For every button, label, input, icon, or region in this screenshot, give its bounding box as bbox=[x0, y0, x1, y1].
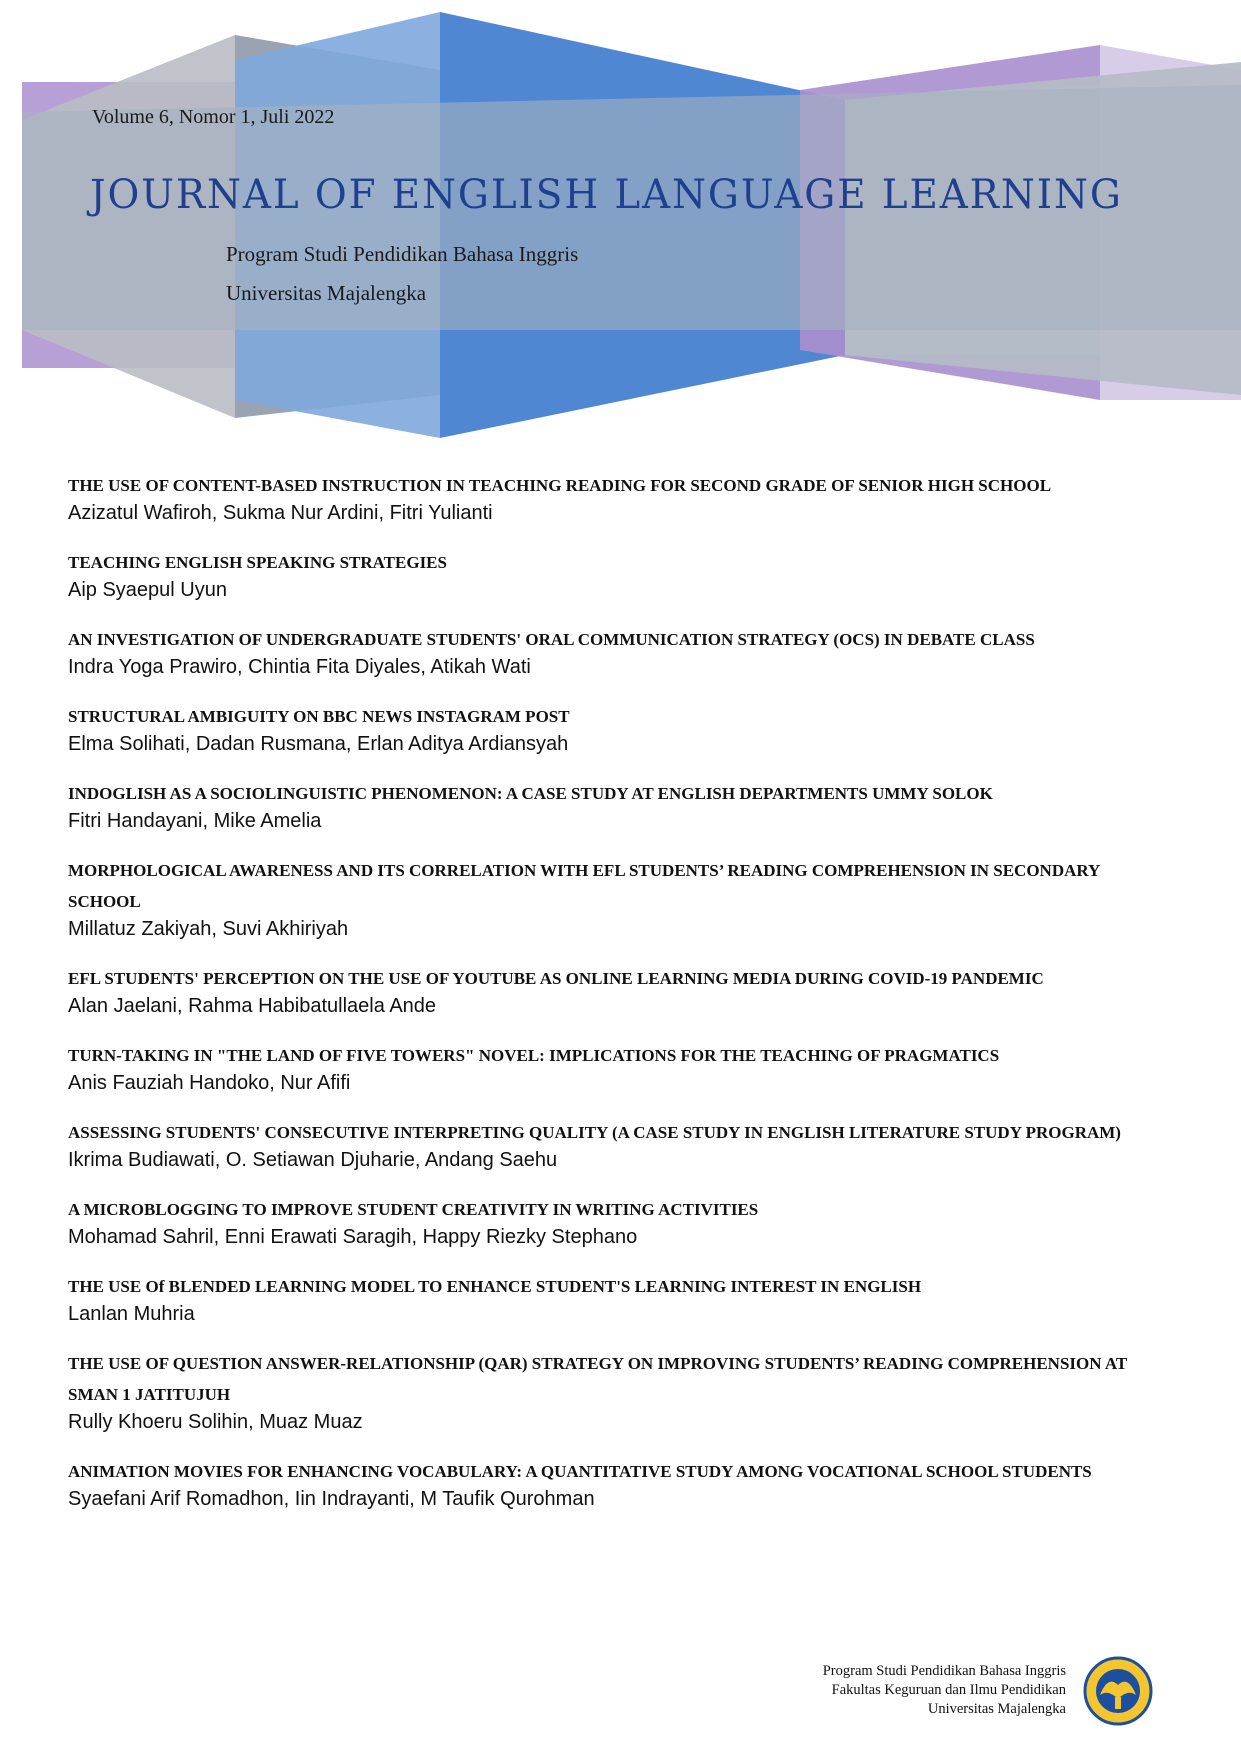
article-authors: Indra Yoga Prawiro, Chintia Fita Diyales, Atikah Wati bbox=[68, 656, 531, 678]
table-of-contents bbox=[68, 470, 1128, 1533]
article-authors: Syaefani Arif Romadhon, Iin Indrayanti, M Taufik Qurohman bbox=[68, 1488, 595, 1510]
article-title: AN INVESTIGATION OF UNDERGRADUATE STUDENTS' ORAL COMMUNICATION STRATEGY (OCS) IN DEBATE CLASS bbox=[68, 630, 1035, 649]
university-seal-icon bbox=[1082, 1655, 1154, 1727]
article-authors: Rully Khoeru Solihin, Muaz Muaz bbox=[68, 1411, 363, 1433]
article-title: ASSESSING STUDENTS' CONSECUTIVE INTERPRETING QUALITY (A CASE STUDY IN ENGLISH LITERATURE STUDY PROGRAM) bbox=[68, 1123, 1121, 1142]
article-entry bbox=[68, 701, 1128, 756]
article-entry bbox=[68, 547, 1128, 602]
article-entry bbox=[68, 778, 1128, 833]
article-entry bbox=[68, 1271, 1128, 1326]
article-entry bbox=[68, 963, 1128, 1018]
article-authors: Elma Solihati, Dadan Rusmana, Erlan Aditya Ardiansyah bbox=[68, 733, 569, 755]
article-authors: Anis Fauziah Handoko, Nur Afifi bbox=[68, 1072, 351, 1094]
footer-publisher bbox=[823, 1662, 1066, 1719]
article-title: THE USE Of BLENDED LEARNING MODEL TO ENHANCE STUDENT'S LEARNING INTEREST IN ENGLISH bbox=[68, 1277, 922, 1296]
article-title: INDOGLISH AS A SOCIOLINGUISTIC PHENOMENON: A CASE STUDY AT ENGLISH DEPARTMENTS UMMY SOLOK bbox=[68, 784, 993, 803]
volume-issue-label: Volume 6, Nomor 1, Juli 2022 bbox=[92, 106, 335, 128]
article-authors: Aip Syaepul Uyun bbox=[68, 579, 227, 601]
article-title: TURN-TAKING IN "THE LAND OF FIVE TOWERS" NOVEL: IMPLICATIONS FOR THE TEACHING OF PRAGMATICS bbox=[68, 1046, 1000, 1065]
article-entry bbox=[68, 1040, 1128, 1095]
article-title: STRUCTURAL AMBIGUITY ON BBC NEWS INSTAGRAM POST bbox=[68, 707, 570, 726]
article-authors: Azizatul Wafiroh, Sukma Nur Ardini, Fitri Yulianti bbox=[68, 502, 493, 524]
article-title: A MICROBLOGGING TO IMPROVE STUDENT CREATIVITY IN WRITING ACTIVITIES bbox=[68, 1200, 759, 1219]
article-title: MORPHOLOGICAL AWARENESS AND ITS CORRELATION WITH EFL STUDENTS’ READING COMPREHENSION IN SECONDARY SCHOOL bbox=[68, 861, 1100, 911]
article-entry bbox=[68, 470, 1128, 525]
article-title: THE USE OF CONTENT-BASED INSTRUCTION IN TEACHING READING FOR SECOND GRADE OF SENIOR HIGH SCHOOL bbox=[68, 476, 1052, 495]
article-authors: Lanlan Muhria bbox=[68, 1303, 195, 1325]
article-authors: Alan Jaelani, Rahma Habibatullaela Ande bbox=[68, 995, 437, 1017]
article-title: THE USE OF QUESTION ANSWER-RELATIONSHIP (QAR) STRATEGY ON IMPROVING STUDENTS’ READING COMPREHENSION AT SMAN 1 JATITUJUH bbox=[68, 1354, 1127, 1404]
article-entry bbox=[68, 1348, 1128, 1434]
program-name: Program Studi Pendidikan Bahasa Inggris bbox=[226, 242, 579, 266]
article-entry bbox=[68, 1194, 1128, 1249]
article-authors: Ikrima Budiawati, O. Setiawan Djuharie, Andang Saehu bbox=[68, 1149, 558, 1171]
article-title: ANIMATION MOVIES FOR ENHANCING VOCABULARY: A QUANTITATIVE STUDY AMONG VOCATIONAL SCHOOL STUDENTS bbox=[68, 1462, 1092, 1481]
footer-university: Universitas Majalengka bbox=[927, 1701, 1066, 1717]
journal-title: JOURNAL OF ENGLISH LANGUAGE LEARNING bbox=[90, 172, 1123, 218]
article-title: EFL STUDENTS' PERCEPTION ON THE USE OF YOUTUBE AS ONLINE LEARNING MEDIA DURING COVID-19 PANDEMIC bbox=[68, 969, 1044, 988]
article-entry bbox=[68, 624, 1128, 679]
cover-banner bbox=[0, 0, 1241, 440]
article-authors: Fitri Handayani, Mike Amelia bbox=[68, 810, 322, 832]
article-title: TEACHING ENGLISH SPEAKING STRATEGIES bbox=[68, 553, 447, 572]
article-authors: Millatuz Zakiyah, Suvi Akhiriyah bbox=[68, 918, 349, 940]
footer-faculty: Fakultas Keguruan dan Ilmu Pendidikan bbox=[831, 1682, 1066, 1698]
article-entry bbox=[68, 1117, 1128, 1172]
article-authors: Mohamad Sahril, Enni Erawati Saragih, Happy Riezky Stephano bbox=[68, 1226, 638, 1248]
university-name: Universitas Majalengka bbox=[226, 281, 427, 305]
article-entry bbox=[68, 1456, 1128, 1511]
article-entry bbox=[68, 855, 1128, 941]
footer-program: Program Studi Pendidikan Bahasa Inggris bbox=[822, 1663, 1066, 1679]
